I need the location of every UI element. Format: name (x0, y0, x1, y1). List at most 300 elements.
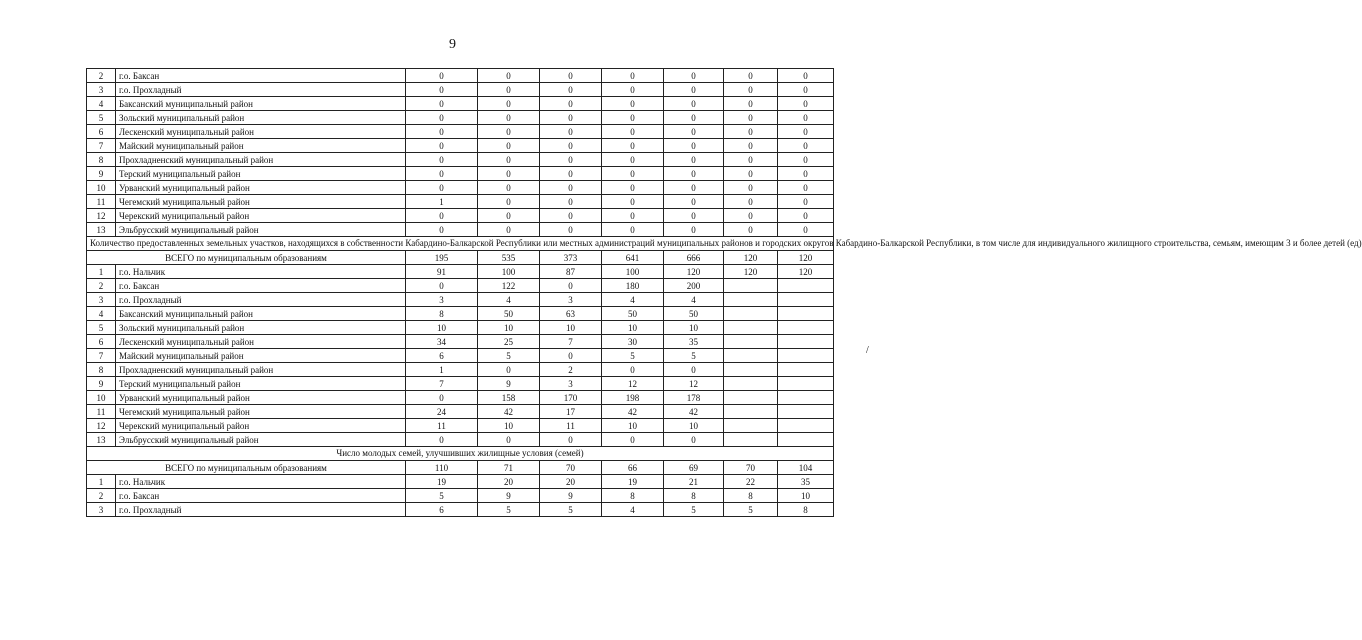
value-cell: 0 (540, 125, 602, 139)
value-cell: 120 (724, 265, 778, 279)
value-cell: 0 (540, 223, 602, 237)
value-cell: 0 (724, 83, 778, 97)
value-cell: 0 (664, 111, 724, 125)
value-cell: 120 (664, 265, 724, 279)
value-cell (778, 335, 834, 349)
value-cell: 3 (540, 293, 602, 307)
value-cell: 170 (540, 391, 602, 405)
value-cell: 1 (406, 195, 478, 209)
section-header-row (87, 447, 834, 461)
value-cell: 8 (664, 489, 724, 503)
municipality-name: Черекский муниципальный район (116, 209, 406, 223)
value-cell: 19 (406, 475, 478, 489)
value-cell: 12 (664, 377, 724, 391)
row-number: 13 (87, 223, 116, 237)
value-cell: 0 (724, 97, 778, 111)
value-cell: 7 (540, 335, 602, 349)
statistics-table (86, 68, 1362, 517)
municipality-name: г.о. Нальчик (116, 475, 406, 489)
row-number: 6 (87, 125, 116, 139)
value-cell: 100 (478, 265, 540, 279)
table-row (87, 391, 834, 405)
value-cell: 10 (478, 321, 540, 335)
value-cell: 91 (406, 265, 478, 279)
total-label: ВСЕГО по муниципальным образованиям (87, 461, 406, 475)
value-cell: 0 (602, 153, 664, 167)
row-number: 5 (87, 321, 116, 335)
municipality-name: Эльбрусский муниципальный район (116, 433, 406, 447)
municipality-name: Чегемский муниципальный район (116, 195, 406, 209)
value-cell: 0 (540, 209, 602, 223)
table-row (87, 433, 834, 447)
row-number: 11 (87, 405, 116, 419)
municipality-name: г.о. Прохладный (116, 83, 406, 97)
value-cell: 4 (602, 503, 664, 517)
value-cell: 0 (406, 391, 478, 405)
row-number: 1 (87, 475, 116, 489)
municipality-name: г.о. Нальчик (116, 265, 406, 279)
value-cell: 0 (478, 363, 540, 377)
value-cell: 0 (664, 433, 724, 447)
value-cell: 0 (406, 97, 478, 111)
row-number: 1 (87, 265, 116, 279)
value-cell: 158 (478, 391, 540, 405)
total-value-cell: 373 (540, 251, 602, 265)
row-number: 11 (87, 195, 116, 209)
table-row (87, 69, 834, 83)
value-cell: 63 (540, 307, 602, 321)
value-cell: 42 (664, 405, 724, 419)
row-number: 2 (87, 69, 116, 83)
value-cell: 9 (540, 489, 602, 503)
value-cell: 0 (540, 139, 602, 153)
value-cell: 0 (406, 69, 478, 83)
row-number: 2 (87, 489, 116, 503)
value-cell: 0 (602, 181, 664, 195)
total-value-cell: 66 (602, 461, 664, 475)
value-cell: 0 (478, 83, 540, 97)
table-row (87, 349, 834, 363)
row-number: 3 (87, 503, 116, 517)
municipality-name: Баксанский муниципальный район (116, 97, 406, 111)
value-cell: 0 (406, 279, 478, 293)
total-value-cell: 70 (540, 461, 602, 475)
value-cell (778, 433, 834, 447)
value-cell: 0 (778, 97, 834, 111)
municipality-name: Зольский муниципальный район (116, 111, 406, 125)
table-row (87, 293, 834, 307)
value-cell: 9 (478, 489, 540, 503)
value-cell: 0 (540, 433, 602, 447)
value-cell (724, 307, 778, 321)
value-cell: 17 (540, 405, 602, 419)
table-row (87, 279, 834, 293)
value-cell: 0 (406, 181, 478, 195)
value-cell: 0 (478, 139, 540, 153)
value-cell: 35 (664, 335, 724, 349)
value-cell (724, 279, 778, 293)
row-number: 9 (87, 167, 116, 181)
value-cell: 180 (602, 279, 664, 293)
total-value-cell: 120 (724, 251, 778, 265)
table-row (87, 153, 834, 167)
value-cell: 11 (406, 419, 478, 433)
value-cell: 0 (778, 111, 834, 125)
value-cell: 0 (478, 209, 540, 223)
value-cell: 0 (406, 139, 478, 153)
municipality-name: г.о. Баксан (116, 279, 406, 293)
value-cell: 34 (406, 335, 478, 349)
value-cell (778, 391, 834, 405)
table-row (87, 111, 834, 125)
value-cell (724, 391, 778, 405)
row-number: 12 (87, 209, 116, 223)
total-row (87, 251, 834, 265)
value-cell (724, 433, 778, 447)
municipality-name: Эльбрусский муниципальный район (116, 223, 406, 237)
value-cell: 0 (724, 69, 778, 83)
value-cell: 50 (478, 307, 540, 321)
value-cell: 20 (540, 475, 602, 489)
value-cell (778, 405, 834, 419)
value-cell: 10 (664, 321, 724, 335)
value-cell: 6 (406, 503, 478, 517)
value-cell: 0 (602, 69, 664, 83)
value-cell: 0 (724, 181, 778, 195)
value-cell: 5 (478, 349, 540, 363)
value-cell: 0 (540, 167, 602, 181)
value-cell: 42 (602, 405, 664, 419)
value-cell: 0 (664, 167, 724, 181)
value-cell: 8 (724, 489, 778, 503)
row-number: 10 (87, 391, 116, 405)
section-header-row (87, 237, 834, 251)
value-cell: 4 (478, 293, 540, 307)
total-value-cell: 120 (778, 251, 834, 265)
municipality-name: Урванский муниципальный район (116, 181, 406, 195)
value-cell: 4 (664, 293, 724, 307)
value-cell: 2 (540, 363, 602, 377)
value-cell: 42 (478, 405, 540, 419)
row-number: 7 (87, 139, 116, 153)
total-value-cell: 641 (602, 251, 664, 265)
value-cell (724, 321, 778, 335)
value-cell (778, 349, 834, 363)
municipality-name: Терский муниципальный район (116, 167, 406, 181)
value-cell: 0 (406, 111, 478, 125)
value-cell: 30 (602, 335, 664, 349)
row-number: 12 (87, 419, 116, 433)
value-cell: 120 (778, 265, 834, 279)
value-cell: 10 (664, 419, 724, 433)
value-cell: 0 (602, 97, 664, 111)
value-cell: 0 (778, 209, 834, 223)
total-value-cell: 110 (406, 461, 478, 475)
value-cell: 0 (664, 195, 724, 209)
value-cell: 0 (778, 181, 834, 195)
value-cell (724, 405, 778, 419)
municipality-name: Урванский муниципальный район (116, 391, 406, 405)
table-row (87, 139, 834, 153)
value-cell: 0 (724, 223, 778, 237)
row-number: 5 (87, 111, 116, 125)
value-cell: 10 (406, 321, 478, 335)
table-row (87, 377, 834, 391)
value-cell (778, 419, 834, 433)
margin-mark: / (866, 345, 869, 356)
value-cell: 0 (664, 125, 724, 139)
value-cell: 20 (478, 475, 540, 489)
value-cell: 0 (602, 433, 664, 447)
table-row (87, 335, 834, 349)
row-number: 7 (87, 349, 116, 363)
value-cell: 0 (406, 125, 478, 139)
value-cell: 0 (602, 223, 664, 237)
value-cell: 5 (478, 503, 540, 517)
row-number: 9 (87, 377, 116, 391)
value-cell: 0 (664, 209, 724, 223)
value-cell: 0 (540, 195, 602, 209)
value-cell: 0 (540, 349, 602, 363)
value-cell: 0 (664, 363, 724, 377)
value-cell: 5 (724, 503, 778, 517)
row-number: 3 (87, 83, 116, 97)
value-cell: 0 (724, 139, 778, 153)
value-cell: 0 (602, 209, 664, 223)
value-cell: 8 (406, 307, 478, 321)
value-cell: 0 (664, 83, 724, 97)
row-number: 13 (87, 433, 116, 447)
municipality-name: Зольский муниципальный район (116, 321, 406, 335)
value-cell: 87 (540, 265, 602, 279)
municipality-name: Баксанский муниципальный район (116, 307, 406, 321)
table-row (87, 167, 834, 181)
total-value-cell: 535 (478, 251, 540, 265)
municipality-name: Майский муниципальный район (116, 349, 406, 363)
value-cell: 0 (540, 97, 602, 111)
row-number: 6 (87, 335, 116, 349)
table-row (87, 181, 834, 195)
value-cell (724, 363, 778, 377)
value-cell: 11 (540, 419, 602, 433)
value-cell: 5 (664, 349, 724, 363)
municipality-name: Терский муниципальный район (116, 377, 406, 391)
value-cell: 35 (778, 475, 834, 489)
value-cell: 0 (778, 69, 834, 83)
value-cell: 0 (664, 139, 724, 153)
value-cell: 0 (540, 69, 602, 83)
value-cell: 0 (664, 153, 724, 167)
value-cell: 9 (478, 377, 540, 391)
value-cell: 0 (602, 167, 664, 181)
municipality-name: Черекский муниципальный район (116, 419, 406, 433)
row-number: 4 (87, 307, 116, 321)
value-cell (724, 419, 778, 433)
value-cell: 5 (664, 503, 724, 517)
table-row (87, 321, 834, 335)
value-cell: 19 (602, 475, 664, 489)
value-cell: 4 (602, 293, 664, 307)
table-row (87, 223, 834, 237)
value-cell: 0 (478, 195, 540, 209)
table-row (87, 475, 834, 489)
value-cell: 0 (778, 125, 834, 139)
table-row (87, 307, 834, 321)
value-cell: 10 (540, 321, 602, 335)
value-cell: 0 (778, 167, 834, 181)
value-cell (724, 335, 778, 349)
section-title: Количество предоставленных земельных участков, находящихся в собственности Кабардино-Балкарской Республики или местных администраций муниципальных районов и городских округов Кабардино-Балкарской Республики, в том числе для индивидуального жилищного строительства, семьям, имеющим 3 и более детей (ед) (87, 237, 834, 251)
value-cell: 10 (602, 321, 664, 335)
table-row (87, 125, 834, 139)
page-number: 9 (449, 37, 456, 52)
table-row (87, 83, 834, 97)
value-cell: 12 (602, 377, 664, 391)
value-cell: 0 (540, 153, 602, 167)
value-cell: 8 (602, 489, 664, 503)
municipality-name: Майский муниципальный район (116, 139, 406, 153)
row-number: 4 (87, 97, 116, 111)
value-cell: 1 (406, 363, 478, 377)
value-cell (778, 279, 834, 293)
value-cell (778, 377, 834, 391)
total-value-cell: 104 (778, 461, 834, 475)
municipality-name: г.о. Баксан (116, 69, 406, 83)
table-row (87, 405, 834, 419)
value-cell: 50 (664, 307, 724, 321)
value-cell: 0 (664, 69, 724, 83)
table-row (87, 209, 834, 223)
municipality-name: г.о. Баксан (116, 489, 406, 503)
total-value-cell: 195 (406, 251, 478, 265)
value-cell: 10 (778, 489, 834, 503)
value-cell: 5 (540, 503, 602, 517)
value-cell: 0 (478, 69, 540, 83)
table-row (87, 489, 834, 503)
value-cell: 25 (478, 335, 540, 349)
value-cell: 6 (406, 349, 478, 363)
value-cell: 0 (478, 223, 540, 237)
total-value-cell: 71 (478, 461, 540, 475)
value-cell: 0 (664, 181, 724, 195)
value-cell: 3 (540, 377, 602, 391)
municipality-name: г.о. Прохладный (116, 503, 406, 517)
value-cell: 10 (602, 419, 664, 433)
value-cell: 0 (602, 363, 664, 377)
value-cell: 50 (602, 307, 664, 321)
value-cell: 0 (724, 209, 778, 223)
value-cell: 0 (540, 279, 602, 293)
value-cell (778, 363, 834, 377)
value-cell: 0 (478, 125, 540, 139)
value-cell: 0 (602, 195, 664, 209)
row-number: 10 (87, 181, 116, 195)
table-row (87, 97, 834, 111)
value-cell: 0 (602, 139, 664, 153)
value-cell: 0 (540, 111, 602, 125)
row-number: 3 (87, 293, 116, 307)
value-cell: 0 (724, 153, 778, 167)
value-cell: 0 (664, 97, 724, 111)
value-cell (724, 349, 778, 363)
row-number: 8 (87, 363, 116, 377)
value-cell: 0 (778, 139, 834, 153)
value-cell: 0 (778, 223, 834, 237)
value-cell: 0 (406, 209, 478, 223)
total-value-cell: 70 (724, 461, 778, 475)
municipality-name: Прохладненский муниципальный район (116, 363, 406, 377)
value-cell: 0 (406, 83, 478, 97)
value-cell: 3 (406, 293, 478, 307)
value-cell: 0 (602, 125, 664, 139)
value-cell: 0 (478, 153, 540, 167)
value-cell: 7 (406, 377, 478, 391)
table-row (87, 503, 834, 517)
value-cell: 24 (406, 405, 478, 419)
municipality-name: Чегемский муниципальный район (116, 405, 406, 419)
value-cell: 0 (478, 97, 540, 111)
value-cell: 22 (724, 475, 778, 489)
value-cell: 5 (602, 349, 664, 363)
value-cell: 0 (540, 83, 602, 97)
value-cell (724, 293, 778, 307)
value-cell: 0 (478, 181, 540, 195)
value-cell: 198 (602, 391, 664, 405)
value-cell: 0 (406, 433, 478, 447)
value-cell: 0 (602, 83, 664, 97)
value-cell: 8 (778, 503, 834, 517)
municipality-name: Лескенский муниципальный район (116, 125, 406, 139)
value-cell: 10 (478, 419, 540, 433)
total-row (87, 461, 834, 475)
value-cell (778, 293, 834, 307)
value-cell: 0 (406, 223, 478, 237)
value-cell: 0 (724, 167, 778, 181)
value-cell: 200 (664, 279, 724, 293)
value-cell: 0 (478, 433, 540, 447)
section-title: Число молодых семей, улучшивших жилищные условия (семей) (87, 447, 834, 461)
total-value-cell: 69 (664, 461, 724, 475)
total-label: ВСЕГО по муниципальным образованиям (87, 251, 406, 265)
value-cell: 0 (724, 195, 778, 209)
municipality-name: г.о. Прохладный (116, 293, 406, 307)
table-row (87, 419, 834, 433)
municipality-name: Лескенский муниципальный район (116, 335, 406, 349)
row-number: 8 (87, 153, 116, 167)
row-number: 2 (87, 279, 116, 293)
table-row (87, 363, 834, 377)
value-cell: 5 (406, 489, 478, 503)
value-cell: 0 (478, 167, 540, 181)
municipality-name: Прохладненский муниципальный район (116, 153, 406, 167)
value-cell: 0 (478, 111, 540, 125)
value-cell: 100 (602, 265, 664, 279)
value-cell: 0 (602, 111, 664, 125)
value-cell (778, 307, 834, 321)
value-cell: 0 (778, 195, 834, 209)
value-cell: 178 (664, 391, 724, 405)
value-cell: 0 (406, 153, 478, 167)
table-row (87, 265, 834, 279)
value-cell: 21 (664, 475, 724, 489)
value-cell: 0 (664, 223, 724, 237)
value-cell (724, 377, 778, 391)
value-cell: 0 (724, 125, 778, 139)
total-value-cell: 666 (664, 251, 724, 265)
table-row (87, 195, 834, 209)
value-cell: 0 (540, 181, 602, 195)
value-cell: 122 (478, 279, 540, 293)
